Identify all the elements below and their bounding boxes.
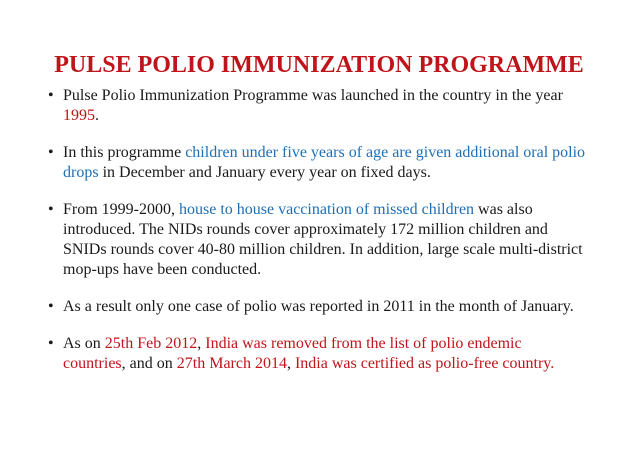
bullet-text: in December and January every year on fixed days. [98,164,431,181]
highlight-text: India was certified as polio-free country. [294,355,555,372]
bullet-text: , and on [121,355,177,372]
bullet-text: , [286,355,295,372]
bullet-item [48,297,588,317]
highlight-text: house to house vaccination of missed children [179,201,475,218]
date-highlight: 25th Feb 2012 [104,335,198,352]
bullet-text: As on [63,335,105,352]
bullet-text: Pulse Polio Immunization Programme was launched in the country in the year [63,87,563,104]
launch-year: 1995 [63,107,95,124]
highlight-text: India was removed from the list of polio endemic countries [63,335,522,372]
bullet-text: was also introduced. The NIDs rounds cover approximately 172 million children and SNIDs rounds cover 40-80 million children. In addition, large scale multi-district mop-ups have been conducted. [63,201,583,278]
bullet-item [48,86,588,126]
bullet-text: , [197,335,206,352]
bullet-item [48,143,588,183]
bullet-item [48,200,588,280]
bullet-text: As a result only one case of polio was reported in 2011 in the month of January. [63,298,574,315]
bullet-text: . [95,107,99,124]
page-title: PULSE POLIO IMMUNIZATION PROGRAMME [54,52,584,79]
bullet-list [48,86,588,391]
bullet-item [48,334,588,374]
bullet-text: In this programme [63,144,186,161]
bullet-text: From 1999-2000, [63,201,179,218]
highlight-text: children under five years of age are given additional oral polio drops [63,144,586,181]
date-highlight: 27th March 2014 [176,355,287,372]
